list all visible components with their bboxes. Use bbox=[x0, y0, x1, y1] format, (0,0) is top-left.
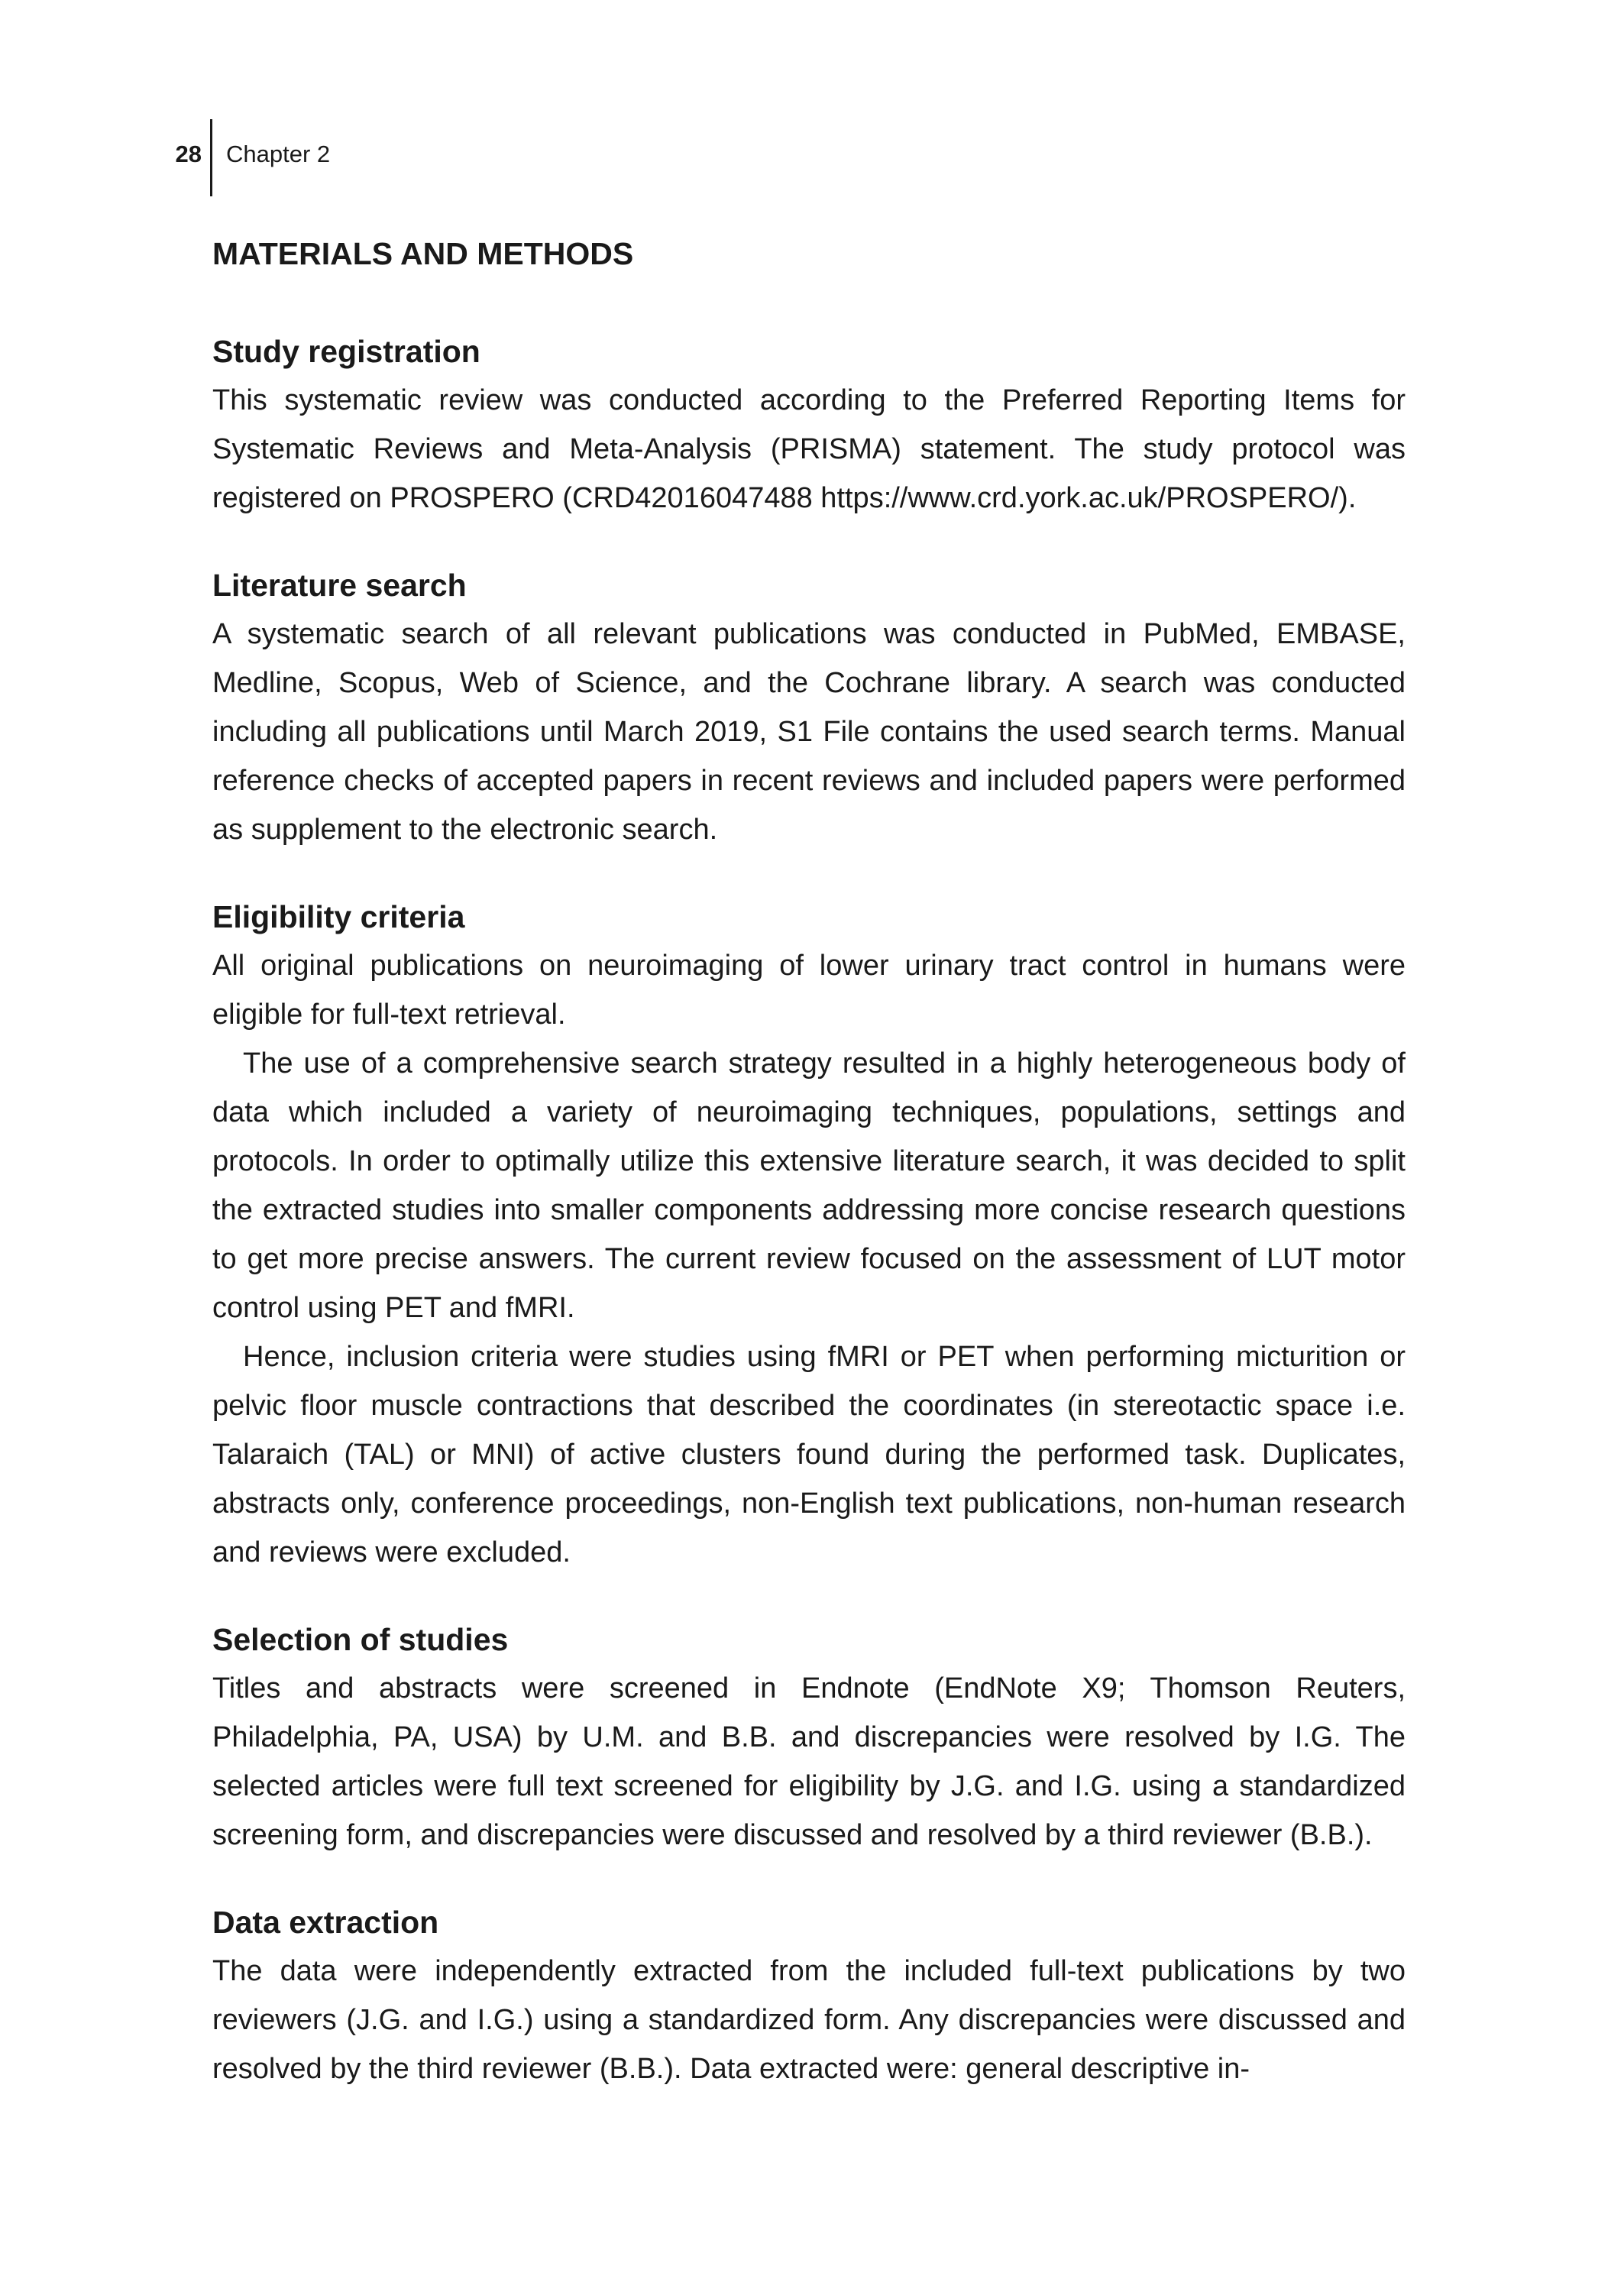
page-number: 28 bbox=[175, 141, 202, 167]
paragraph: Titles and abstracts were screened in Endnote (EndNote X9; Thomson Reuters, Philadelphia, PA, USA) by U.M. and B.B. and discrepancies were resolved by I.G. The selected articles were full text screened for eligibility by J.G. and I.G. using a standardized screening form, and discrepancies were discussed and resolved by a third reviewer (B.B.). bbox=[212, 1672, 1406, 1851]
subsection-heading-selection-of-studies: Selection of studies bbox=[212, 1622, 509, 1657]
section-heading: MATERIALS AND METHODS bbox=[212, 236, 634, 271]
page-body bbox=[212, 229, 1406, 2093]
running-header bbox=[0, 115, 1624, 195]
paragraph: The use of a comprehensive search strategy resulted in a highly heterogeneous body of data which included a variety of neuroimaging techniques, populations, settings and protocols. In order to optimally utilize this extensive literature search, it was decided to split the extracted studies into smaller components addressing more concise research questions to get more precise answers. The current review focused on the assessment of LUT motor control using PET and fMRI. bbox=[212, 1047, 1406, 1324]
chapter-label: Chapter 2 bbox=[226, 141, 331, 167]
paragraph: A systematic search of all relevant publications was conducted in PubMed, EMBASE, Medline, Scopus, Web of Science, and the Cochrane library. A search was conducted including all publications until March 2019, S1 File contains the used search terms. Manual reference checks of accepted papers in recent reviews and included papers were performed as supplement to the electronic search. bbox=[212, 618, 1406, 846]
paragraph: The data were independently extracted from the included full-text publications by two reviewers (J.G. and I.G.) using a standardized form. Any discrepancies were discussed and resolved by the third reviewer (B.B.). Data extracted were: general descriptive in- bbox=[212, 1955, 1406, 2085]
subsection-heading-literature-search: Literature search bbox=[212, 568, 467, 603]
paragraph: This systematic review was conducted according to the Preferred Reporting Items for Systematic Reviews and Meta-Analysis (PRISMA) statement. The study protocol was registered on PROSPERO (CRD42016047488 https://www.crd.york.ac.uk/PROSPERO/). bbox=[212, 384, 1406, 514]
subsection-heading-study-registration: Study registration bbox=[212, 334, 480, 369]
paragraph: All original publications on neuroimaging of lower urinary tract control in humans were eligible for full-text retrieval. bbox=[212, 950, 1406, 1031]
subsection-heading-eligibility-criteria: Eligibility criteria bbox=[212, 899, 465, 934]
paragraph: Hence, inclusion criteria were studies using fMRI or PET when performing micturition or pelvic floor muscle contractions that described the coordinates (in stereotactic space i.e. Talaraich (TAL) or MNI) of active clusters found during the performed task. Duplicates, abstracts only, conference proceedings, non-English text publications, non-human research and reviews were excluded. bbox=[212, 1341, 1406, 1568]
subsection-heading-data-extraction: Data extraction bbox=[212, 1905, 439, 1940]
header-divider bbox=[210, 119, 212, 196]
